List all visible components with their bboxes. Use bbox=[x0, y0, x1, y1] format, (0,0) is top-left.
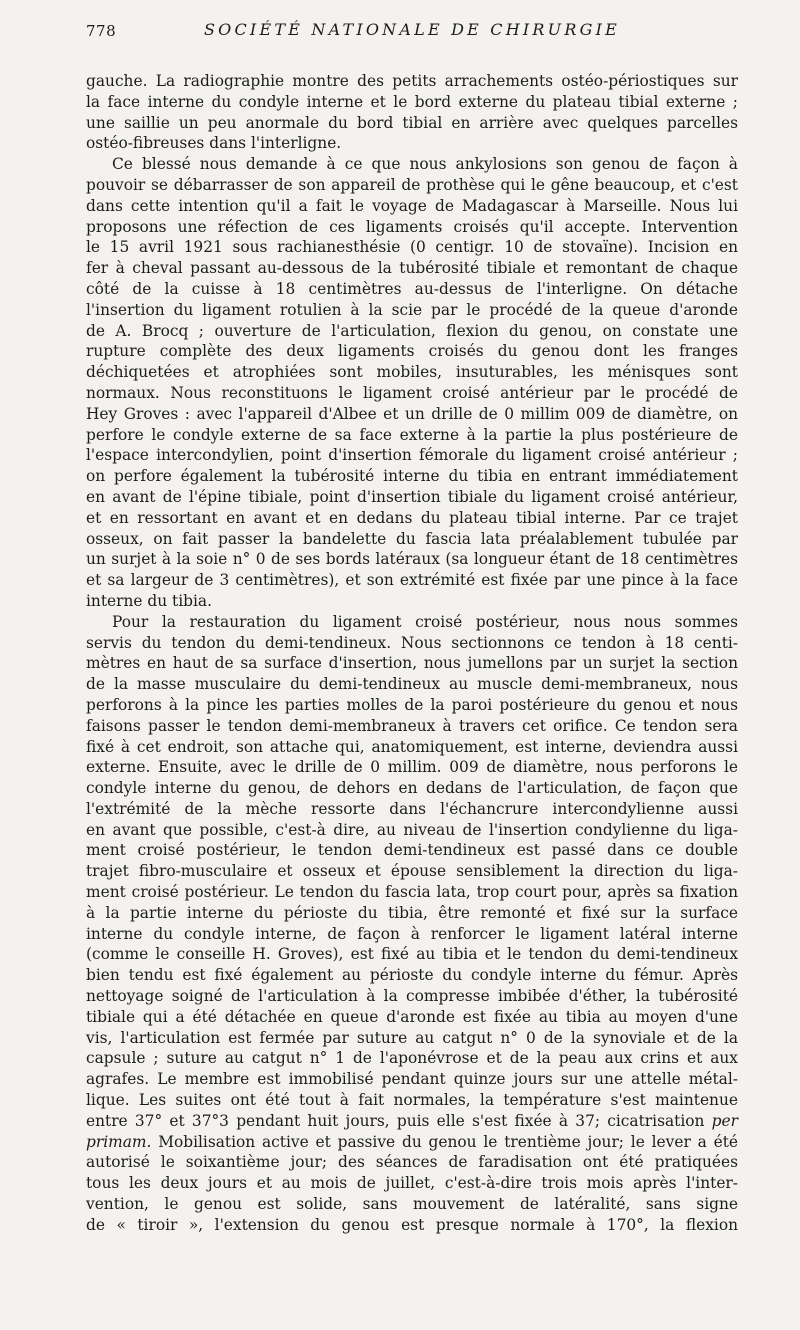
italic-text: primam. bbox=[86, 1132, 152, 1151]
text-line: nettoyage soigné de l'articulation à la compresse imbibée d'éther, la tubérosité bbox=[86, 987, 738, 1006]
body-text bbox=[86, 71, 738, 1236]
text-line bbox=[86, 1111, 738, 1132]
text-line: mètres en haut de sa surface d'insertion, nous jumellons par un surjet la section bbox=[86, 654, 738, 673]
text-line: de la masse musculaire du demi-tendineux au muscle demi-membraneux, nous bbox=[86, 675, 738, 694]
text-line: interne du condyle interne, de façon à renforcer le ligament latéral interne bbox=[86, 924, 738, 943]
text-line: lique. Les suites ont été tout à fait normales, la température s'est maintenue bbox=[86, 1091, 738, 1110]
text-line: tibiale qui a été détachée en queue d'aronde est fixée au tibia au moyen d'une bbox=[86, 1007, 738, 1026]
text-line: vention, le genou est solide, sans mouvement de latéralité, sans signe bbox=[86, 1195, 738, 1214]
text-line: bien tendu est fixé également au périoste du condyle interne du fémur. Après bbox=[86, 966, 738, 985]
text-line: condyle interne du genou, de dehors en dedans de l'articulation, de façon que bbox=[86, 779, 738, 798]
text-line: la face interne du condyle interne et le bord externe du plateau tibial externe ; bbox=[86, 92, 738, 111]
text-line: un surjet à la soie n° 0 de ses bords latéraux (sa longueur étant de 18 centimètres bbox=[86, 550, 738, 569]
text-line: (comme le conseille H. Groves), est fixé au tibia et le tendon du demi-tendineux bbox=[86, 945, 738, 964]
paragraph-first-line: Pour la restauration du ligament croisé postérieur, nous nous sommes bbox=[112, 612, 738, 631]
text-line: vis, l'articulation est fermée par suture au catgut n° 0 de la synoviale et de la bbox=[86, 1028, 738, 1047]
text-line: normaux. Nous reconstituons le ligament croisé antérieur par le procédé de bbox=[86, 383, 738, 402]
text-line: perforons à la pince les parties molles de la paroi postérieure du genou et nous bbox=[86, 695, 738, 714]
text-line: l'extrémité de la mèche ressorte dans l'échancrure intercondylienne aussi bbox=[86, 799, 738, 818]
text-line: ment croisé postérieur, le tendon demi-tendineux est passé dans ce double bbox=[86, 841, 738, 860]
text-line: en avant de l'épine tibiale, point d'insertion tibiale du ligament croisé antérieur, bbox=[86, 487, 738, 506]
text-line: faisons passer le tendon demi-membraneux à travers cet orifice. Ce tendon sera bbox=[86, 716, 738, 735]
text-line: ostéo-fibreuses dans l'interligne. bbox=[86, 134, 342, 153]
text-line: osseux, on fait passer la bandelette du fascia lata préalablement tubulée par bbox=[86, 529, 738, 548]
text-line: pouvoir se débarrasser de son appareil de prothèse qui le gêne beaucoup, et c'est bbox=[86, 175, 738, 194]
text-line: servis du tendon du demi-tendineux. Nous sectionnons ce tendon à 18 centi- bbox=[86, 633, 738, 652]
text-line: en avant que possible, c'est-à dire, au niveau de l'insertion condylienne du liga- bbox=[86, 820, 738, 839]
text-line: perfore le condyle externe de sa face externe à la partie la plus postérieure de bbox=[86, 425, 738, 444]
line-text: entre 37° et 37°3 pendant huit jours, puis elle s'est fixée à 37; cicatrisation bbox=[86, 1111, 705, 1130]
text-line: l'espace intercondylien, point d'insertion fémorale du ligament croisé antérieur ; bbox=[86, 446, 738, 465]
page-number: 778 bbox=[86, 22, 117, 40]
text-line: rupture complète des deux ligaments croisés du genou dont les franges bbox=[86, 342, 738, 361]
text-line: autorisé le soixantième jour; des séances de faradisation ont été pratiquées bbox=[86, 1153, 738, 1172]
text-line: Hey Groves : avec l'appareil d'Albee et un drille de 0 millim 009 de diamètre, on bbox=[86, 404, 738, 423]
text-line: et en ressortant en avant et en dedans du plateau tibial interne. Par ce trajet bbox=[86, 508, 738, 527]
text-line: dans cette intention qu'il a fait le voyage de Madagascar à Marseille. Nous lui bbox=[86, 196, 738, 215]
text-line: ment croisé postérieur. Le tendon du fascia lata, trop court pour, après sa fixation bbox=[86, 883, 738, 902]
text-line: déchiquetées et atrophiées sont mobiles, insuturables, les ménisques sont bbox=[86, 363, 738, 382]
text-line: tous les deux jours et au mois de juillet, c'est-à-dire trois mois après l'inter- bbox=[86, 1174, 738, 1193]
text-line: capsule ; suture au catgut n° 1 de l'aponévrose et de la peau aux crins et aux bbox=[86, 1049, 738, 1068]
paragraph-first-line: Ce blessé nous demande à ce que nous ankylosions son genou de façon à bbox=[112, 155, 738, 174]
text-line: trajet fibro-musculaire et osseux et épouse sensiblement la direction du liga- bbox=[86, 862, 738, 881]
line-text: Mobilisation active et passive du genou le trentième jour; le lever a été bbox=[158, 1132, 738, 1151]
italic-text: per bbox=[711, 1111, 738, 1130]
text-line: fer à cheval passant au-dessous de la tubérosité tibiale et remontant de chaque bbox=[86, 259, 738, 278]
text-line: de « tiroir », l'extension du genou est presque normale à 170°, la flexion bbox=[86, 1215, 738, 1234]
text-line: à la partie interne du périoste du tibia, être remonté et fixé sur la surface bbox=[86, 903, 738, 922]
text-line: côté de la cuisse à 18 centimètres au-dessus de l'interligne. On détache bbox=[86, 279, 738, 298]
text-line: de A. Brocq ; ouverture de l'articulation, flexion du genou, on constate une bbox=[86, 321, 738, 340]
text-line: on perfore également la tubérosité interne du tibia en entrant immédiatement bbox=[86, 467, 738, 486]
text-line: proposons une réfection de ces ligaments croisés qu'il accepte. Intervention bbox=[86, 217, 738, 236]
text-line: agrafes. Le membre est immobilisé pendant quinze jours sur une attelle métal- bbox=[86, 1070, 738, 1089]
page-header bbox=[86, 18, 738, 48]
text-line: le 15 avril 1921 sous rachianesthésie (0 centigr. 10 de stovaïne). Incision en bbox=[86, 238, 738, 257]
text-line: gauche. La radiographie montre des petits arrachements ostéo-périostiques sur bbox=[86, 72, 738, 90]
text-line: interne du tibia. bbox=[86, 591, 213, 610]
text-line: une saillie un peu anormale du bord tibial en arrière avec quelques parcelles bbox=[86, 113, 738, 132]
text-line bbox=[86, 1132, 738, 1153]
text-line: fixé à cet endroit, son attache qui, anatomiquement, est interne, deviendra aussi bbox=[86, 737, 738, 756]
text-line: et sa largeur de 3 centimètres), et son extrémité est fixée par une pince à la face bbox=[86, 571, 738, 590]
text-line: externe. Ensuite, avec le drille de 0 millim. 009 de diamètre, nous perforons le bbox=[86, 758, 738, 777]
text-line: l'insertion du ligament rotulien à la scie par le procédé de la queue d'aronde bbox=[86, 300, 738, 319]
running-head: SOCIÉTÉ NATIONALE DE CHIRURGIE bbox=[204, 20, 620, 39]
